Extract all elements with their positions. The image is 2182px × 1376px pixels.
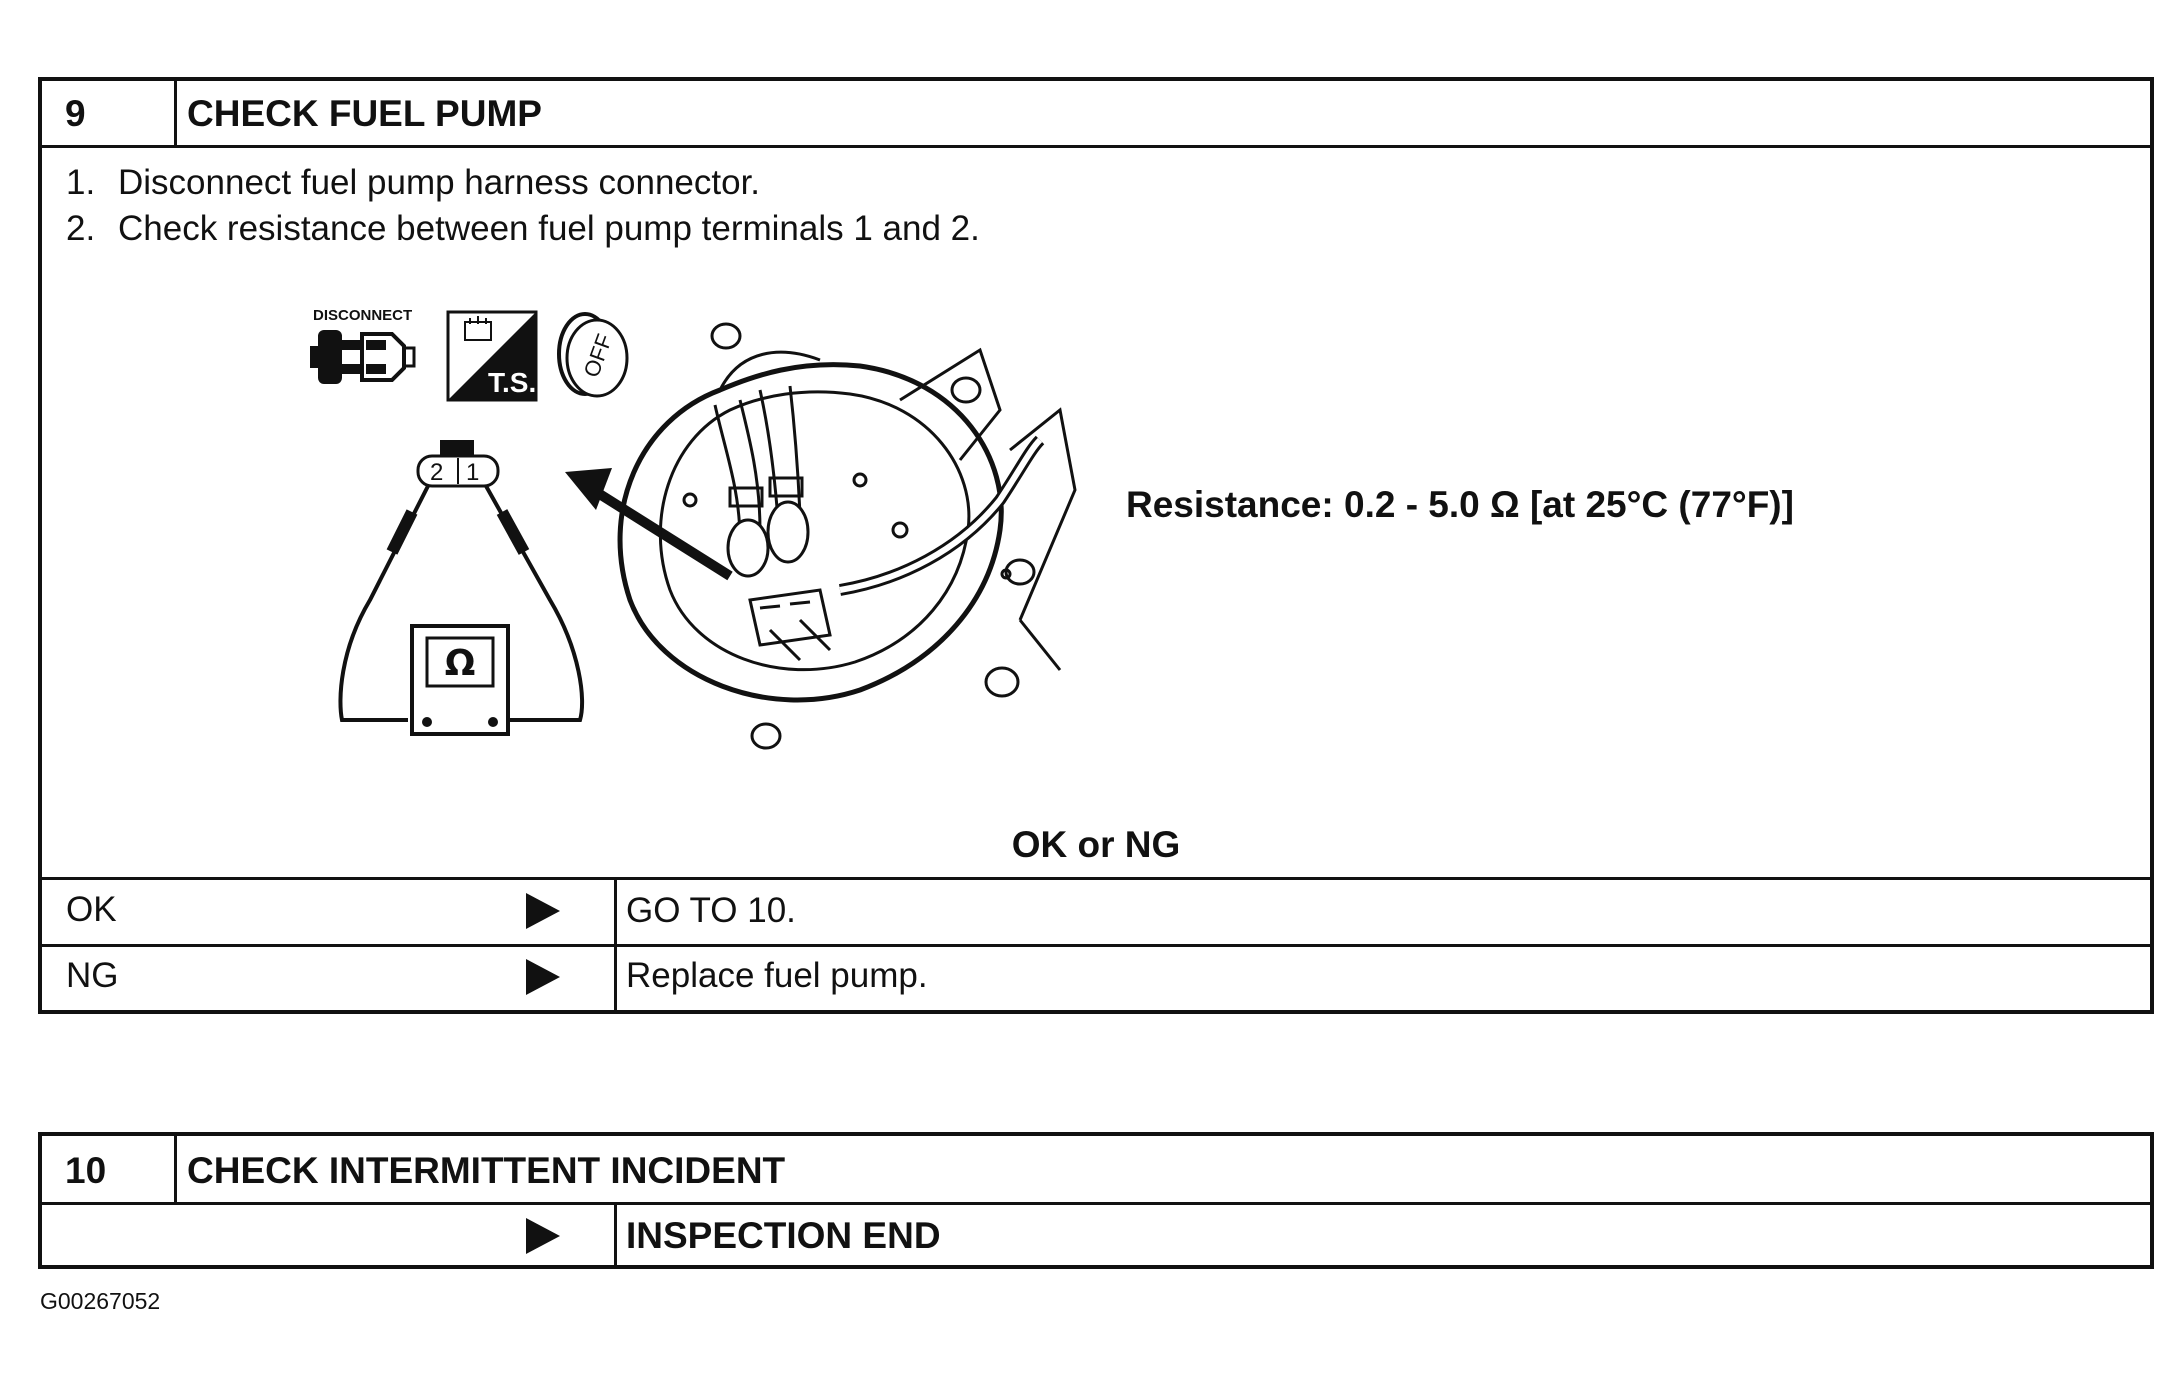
key-off-label: OFF — [578, 330, 618, 381]
step-9-header-divider — [40, 145, 2152, 148]
step-9-number-divider — [174, 80, 177, 146]
ohmmeter — [412, 626, 508, 734]
step-10-number-divider — [174, 1135, 177, 1203]
instruction-2-number: 2. — [66, 209, 96, 248]
figure-code: G00267052 — [40, 1288, 161, 1314]
pointer-arrow — [565, 468, 730, 576]
ohm-symbol: Ω — [444, 643, 476, 684]
results-top-divider — [40, 877, 2152, 880]
terminal-2-label: 2 — [430, 459, 444, 486]
instruction-1-number: 1. — [66, 163, 96, 202]
instruction-1-text: Disconnect fuel pump harness connector. — [118, 163, 761, 202]
ts-label: T.S. — [488, 367, 537, 398]
probe-right — [502, 512, 524, 552]
result-ok-label: OK — [66, 890, 117, 929]
step-10-header-divider — [40, 1202, 2152, 1205]
step-10-action: INSPECTION END — [626, 1215, 941, 1256]
ts-icon — [448, 312, 536, 400]
resistance-spec: Resistance: 0.2 - 5.0 Ω [at 25°C (77°F)] — [1126, 484, 1794, 525]
result-ok-arrow-icon — [526, 893, 560, 929]
step-9-number: 9 — [65, 93, 86, 134]
step-10-arrow-icon — [526, 1218, 560, 1254]
probe-left — [392, 512, 412, 552]
harness-connector — [418, 440, 498, 486]
step-10-column-divider — [614, 1203, 617, 1266]
result-ok-action: GO TO 10. — [626, 891, 796, 930]
fuel-pump-assembly — [620, 324, 1075, 748]
result-heading: OK or NG — [1011, 824, 1181, 865]
results-column-divider — [614, 878, 617, 1011]
fuel-pump-figure — [300, 290, 1080, 770]
step-10-title: CHECK INTERMITTENT INCIDENT — [187, 1150, 786, 1191]
instruction-2-text: Check resistance between fuel pump terminals 1 and 2. — [118, 209, 980, 248]
disconnect-icon — [310, 307, 414, 384]
result-ng-label: NG — [66, 956, 119, 995]
ignition-key-off-icon — [559, 314, 627, 396]
result-ng-action: Replace fuel pump. — [626, 956, 928, 995]
disconnect-label: DISCONNECT — [313, 307, 413, 324]
result-ng-arrow-icon — [526, 959, 560, 995]
step-9-title: CHECK FUEL PUMP — [187, 93, 542, 134]
step-10-number: 10 — [65, 1150, 107, 1191]
results-middle-divider — [40, 944, 2152, 947]
terminal-1-label: 1 — [466, 459, 480, 486]
